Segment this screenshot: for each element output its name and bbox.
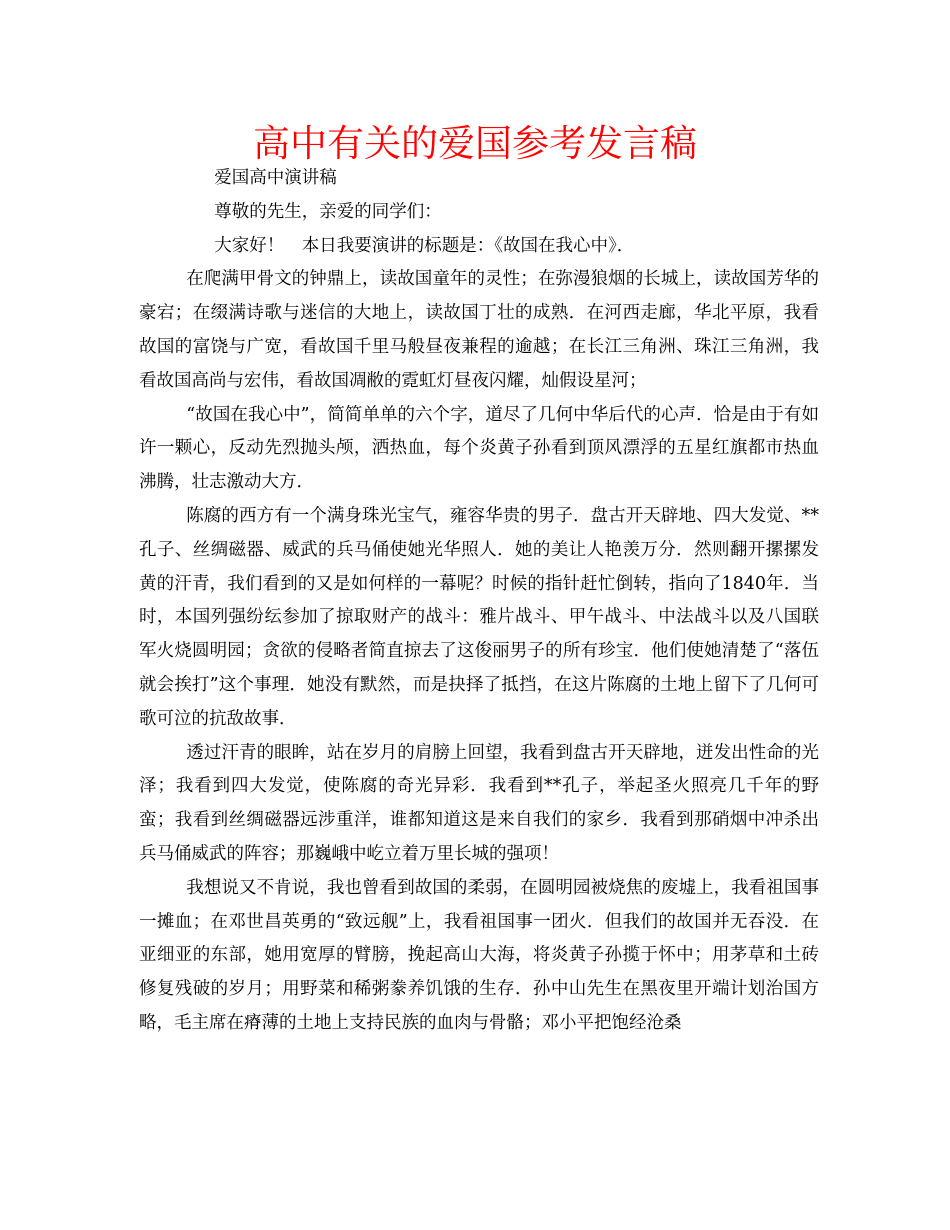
paragraph: 陈腐的西方有一个满身珠光宝气，雍容华贵的男子．盘古开天辟地、四大发觉、**孔子、丝绸磁器、威武的兵马俑使她光华照人．她的美让人艳羡万分．然则翻开摞摞发黄的汗青，我们看到的又是如何样的一幕呢？时候的指针赶忙倒转，指向了1840年．当时，本国列强纷纭参加了掠取财产的战斗：雅片战斗、甲午战斗、中法战斗以及八国联军火烧圆明园；贪欲的侵略者简直掠去了这俊丽男子的所有珍宝．他们使她清楚了“落伍就会挨打”这个事理．她没有默然，而是抉择了抵挡，在这片陈腐的土地上留下了几何可歌可泣的抗敌故事． [139,505,819,729]
paragraph: 在爬满甲骨文的钟鼎上，读故国童年的灵性；在弥漫狼烟的长城上，读故国芳华的豪宕；在缀满诗歌与迷信的大地上，读故国丁壮的成熟．在河西走廊，华北平原，我看故国的富饶与广宽，看故国千里马般昼夜兼程的逾越；在长江三角洲、珠江三角洲，我看故国高尚与宏伟，看故国凋敝的霓虹灯昼夜闪耀，灿假设星河； [139,269,819,391]
paragraph: 我想说又不肯说，我也曾看到故国的柔弱，在圆明园被烧焦的废墟上，我看祖国事一摊血；在邓世昌英勇的“致远舰”上，我看祖国事一团火．但我们的故国并无吞没．在亚细亚的东部，她用宽厚的臂膀，挽起高山大海，将炎黄子孙揽于怀中；用茅草和土砖修复残破的岁月；用野菜和稀粥豢养饥饿的生存．孙中山先生在黑夜里开端计划治国方略，毛主席在瘠薄的土地上支持民族的血肉与骨骼；邓小平把饱经沧桑 [139,877,819,1033]
paragraph-greeting: 大家好！ 本日我要演讲的标题是：《故国在我心中》． [214,235,635,256]
paragraph-salutation: 尊敬的先生，亲爱的同学们： [214,201,442,222]
paragraph: “故国在我心中”，简简单单的六个字，道尽了几何中华后代的心声．恰是由于有如许一颗心，反动先烈抛头颅，洒热血，每个炎黄子孙看到顶风漂浮的五星红旗都市热血沸腾，壮志激动大方． [139,404,819,493]
document-body [139,162,819,1041]
paragraph: 透过汗青的眼眸，站在岁月的肩膀上回望，我看到盘古开天辟地，迸发出性命的光泽；我看到四大发觉，使陈腐的奇光异彩．我看到**孔子，举起圣火照亮几千年的野蛮；我看到丝绸磁器远涉重洋，谁都知道这是来自我们的家乡．我看到那硝烟中冲杀出兵马俑威武的阵容；那巍峨中屹立着万里长城的强项！ [139,742,819,864]
document-title: 高中有关的爱国参考发言稿 [253,122,697,165]
paragraph-subtitle: 爱国高中演讲稿 [214,168,337,188]
